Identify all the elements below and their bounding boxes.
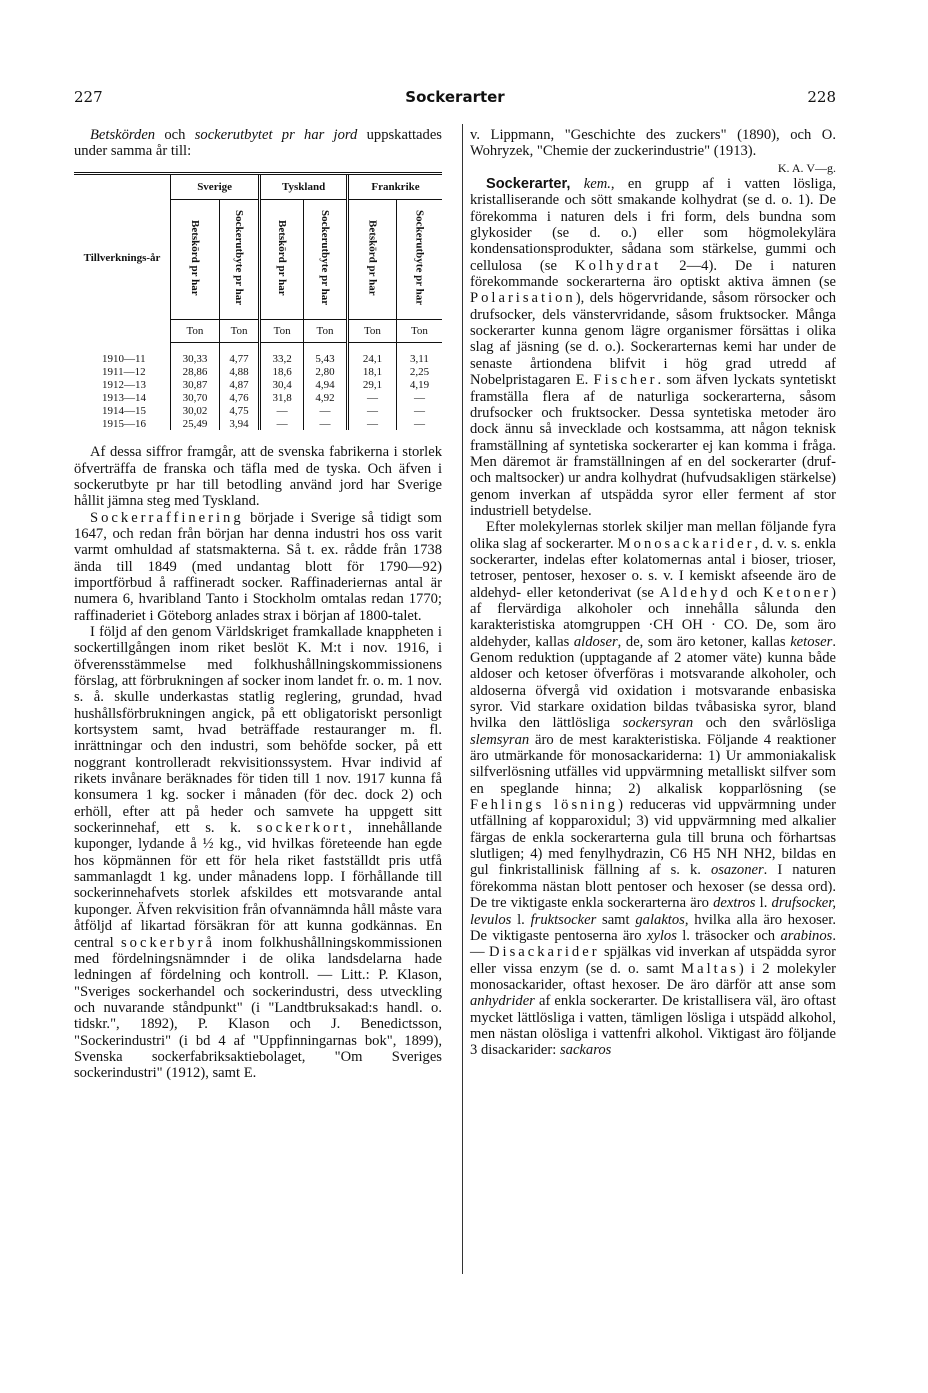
- unit-cell: Ton: [260, 319, 304, 342]
- col-header: Sockerutbyte pr har: [319, 210, 332, 306]
- col-header: Sockerutbyte pr har: [413, 210, 426, 306]
- unit-cell: Ton: [396, 319, 442, 342]
- table-row: 1913—14 30,70 4,76 31,8 4,92 — —: [74, 391, 442, 404]
- headword: Sockerarter,: [486, 176, 571, 193]
- paragraph: Af dessa siffror framgår, att de svenska fabrikerna i storlek öfverträffa de franska och täfla med de tyska. Och äfven i sockerutbyte pr har till betodling använd jord har Sverige hållit jämna steg med Tyskland.: [74, 444, 442, 510]
- paragraph: Efter molekylernas storlek skiljer man mellan följande fyra olika slag af sockerarter. Monosackarider, d. v. s. enkla sockerarter, indelas efter kolatomernas antal i bioser, trioser, tetroser, pentoser, hexoser o. s. v. I kemiskt afseende äro de aldehyd- eller ketonderivat (se Aldehyd och Ketoner) af flervärdiga alkoholer och innehålla sålunda den karakteristiska atomgruppen ·CH OH · CO. De, som äro aldehyder, kallas aldoser, de, som äro ketoner, kallas ketoser. Genom reduktion (upptagande af 2 atomer väte) kunna både aldoser och ketoser öfverföras i motsvarande alkoholer, och aldoserna öfvergå vid oxidation i motsvarande enbasiska syror. Vid starkare oxidation bildas tvåbasiska syror, bland hvilka den lättlösliga sockersyran och den svårlösliga slemsyran äro de mest karakteristiska. Följande 4 reaktioner äro utmärkande för monosackariderna: 1) Ur ammoniakalisk silfverlösning utfälles vid uppvärmning metalliskt silfver som en speglande hinna; 2) alkalisk kopparlösning (se Fehlings lösning) reduceras vid uppvärmning under utfällning af kopparoxidul; 3) vid uppvärmning med alkalier färgas de enkla sockerarterna gula till bruna och förhartsas slutligen; 4) med fenylhydrazin, C6 H5 NH NH2, bildas en gul finkristallinisk fällning af s. k. osazoner. I naturen förekomma nästan blott pentoser och hexoser (se dessa ord). De tre viktigaste enkla sockerarterna äro dextros l. drufsocker, levulos l. fruktsocker samt galaktos, hvilka alla äro hexoser. De viktigaste pentoserna äro xylos l. träsocker och arabinos. — Disackarider spjälkas vid inverkan af utspädda syror eller vissa enzym (se d. o. samt Maltas) i 2 molekyler monosackarider, oftast hexoser. De äro därför att anse som anhydrider af enkla sockerarter. De kristallisera väl, äro oftast mycket lättlösliga i vatten, tämligen lösliga i utspädd alkohol, men nästan olösliga i vattenfri alkohol. Viktigast äro följande 3 disackarider: sackaros: [470, 519, 837, 1059]
- article-sockerarter: Sockerarter, kem., en grupp af i vatten lösliga, kristalliserande och sött smakande kolhydrat (se d. o. 1). De förekomma i naturen dels i fri form, dels bundna som glykosider (se d. o.) eller som högmolekylära kondensationsprodukter, sådana som stärkelse, gummi och cellulosa (se Kolhydrat 2—4). De i naturen förekommande sockerarterna äro optiskt aktiva ämnen (se Polarisation), dels högervridande, såsom rörsocker och drufsocker, dels vänstervridande, såsom fruktsocker. Många sockerarter kunna genom lägre organismer försättas i olika slag af jäsning (se d. o.). Sockerarternas kemi har under de senaste årtiondena blifvit i hög grad utredd af Nobelpristagaren E. Fischer. som äfven lyckats syntetiskt framställa flera af de naturliga sockerarterna, såsom drufsocker och fruktsocker. Dessa syntetiska metoder äro dock ännu så invecklade och kostsamma, att någon teknisk framställning af syntetiska sockerarter ej kan komma i fråga. Men däremot är framställningen af en del sockerarter (druf- och maltsocker) ur andra kolhydrat (hufvudsakligen stärkelse) genom inverkan af utspädda syror eller ferment af stor industriell betydelse.: [470, 176, 837, 519]
- page-header: [74, 88, 836, 112]
- col-header: Betskörd pr har: [188, 219, 201, 296]
- col-header: Betskörd pr har: [366, 219, 379, 296]
- table-row: 1915—16 25,49 3,94 — — — —: [74, 417, 442, 430]
- country-frankrike: Frankrike: [347, 173, 442, 199]
- signature: K. A. V—g.: [777, 160, 836, 175]
- table-row: 1911—12 28,86 4,88 18,6 2,80 18,1 2,25: [74, 365, 442, 378]
- unit-cell: Ton: [304, 319, 348, 342]
- table-row: 1914—15 30,02 4,75 — — — —: [74, 404, 442, 417]
- table-row: 1910—11 30,33 4,77 33,2 5,43 24,1 3,11: [74, 352, 442, 365]
- sugar-yield-table: [74, 172, 442, 431]
- col-header: Sockerutbyte pr har: [233, 210, 246, 306]
- left-column: [74, 127, 442, 1082]
- country-sverige: Sverige: [171, 173, 260, 199]
- unit-cell: Ton: [171, 319, 220, 342]
- paragraph: I följd af den genom Världskriget framkallade knappheten i sockertillgången inom riket beslöt K. M:t i nov. 1916, i öfverensstämmelse med folkhushållningskommissionens förslag, att förbrukningen af socker inom landet fr. o. m. 1 nov. s. å. skulle underkastas statlig reglering, grundad, hvad hushållsförbrukningen angick, på ett obligatoriskt personligt kortsystem samt, hvad beträffade restauranger m. fl. inrättningar och den industri, som behöfde socker, på ett noggrant kontrolleradt rekvisitionssystem. Hvar individ af rikets invånare beräknades för tiden till 1 nov. 1917 kunna få konsumera 1 kg. socker i månaden (för dec. dock 2) och erhöll, efter att på heder och samvete ha uppgett sitt sockerinnehaf, ett s. k. sockerkort, innehållande kuponger, lydande å ½ kg., vid hvilkas företeende han egde hos köpmännen för ett för hela riket fastställdt pris utfå sammanlagdt 1 kg. under månadens lopp. I förhållande till sockerinnehafvets storlek afskildes ett motsvarande antal kuponger. Äfven rekvisition från ofvannämnda håll måste vara åtföljd af likartad försäkran för att kunna godkännas. En central sockerbyrå inom folkhushållningskommissionen med fördelningsnämnder i de olika landsdelarna hade ledningen af fördelning och kontroll. — Litt.: P. Klason, "Sveriges sockerhandel och sockerindustri, dess utveckling och nuvarande ståndpunkt" (i "Landtbruksakad:s handl. o. tidskr.", 1892), P. Klason och J. Benedictsson, "Sockerindustri" (i bd 4 af "Uppfinningarnas bok", 1899), Svenska sockerfabriksaktiebolaget, "Om Sveriges sockerindustri" (1912), samt E.: [74, 623, 443, 1082]
- column-divider: [462, 124, 463, 1274]
- country-tyskland: Tyskland: [260, 173, 348, 199]
- page-number-left: 227: [74, 88, 103, 106]
- paragraph: Sockerraffinering började i Sverige så tidigt som 1647, och redan från början har denna industri hos oss varit varmt omhuldad af statsmakterna. Så t. ex. rådde från 1738 ända till 1849 (med undantag blott för 1790—92) importförbud å raffineradt socker. Raffinaderiernas antal är numera 6, hvaribland Tanto i Stockholm omtalas redan 1770; raffinaderiet i Göteborg anlades strax i början af 1800-talet.: [74, 509, 442, 624]
- right-column: [470, 127, 836, 1059]
- col-header: Betskörd pr har: [276, 219, 289, 296]
- table-caption: Betskörden och sockerutbytet pr har jord uppskattades under samma år till:: [74, 127, 442, 160]
- running-title: Sockerarter: [405, 88, 505, 106]
- row-header-cell: Tillverknings-år: [74, 173, 171, 342]
- page-number-right: 228: [807, 88, 836, 106]
- table-row: 1912—13 30,87 4,87 30,4 4,94 29,1 4,19: [74, 378, 442, 391]
- unit-cell: Ton: [347, 319, 396, 342]
- unit-cell: Ton: [219, 319, 259, 342]
- paragraph: v. Lippmann, "Geschichte des zuckers" (1890), och O. Wohryzek, "Chemie der zuckerindustrie" (1913).: [470, 127, 836, 160]
